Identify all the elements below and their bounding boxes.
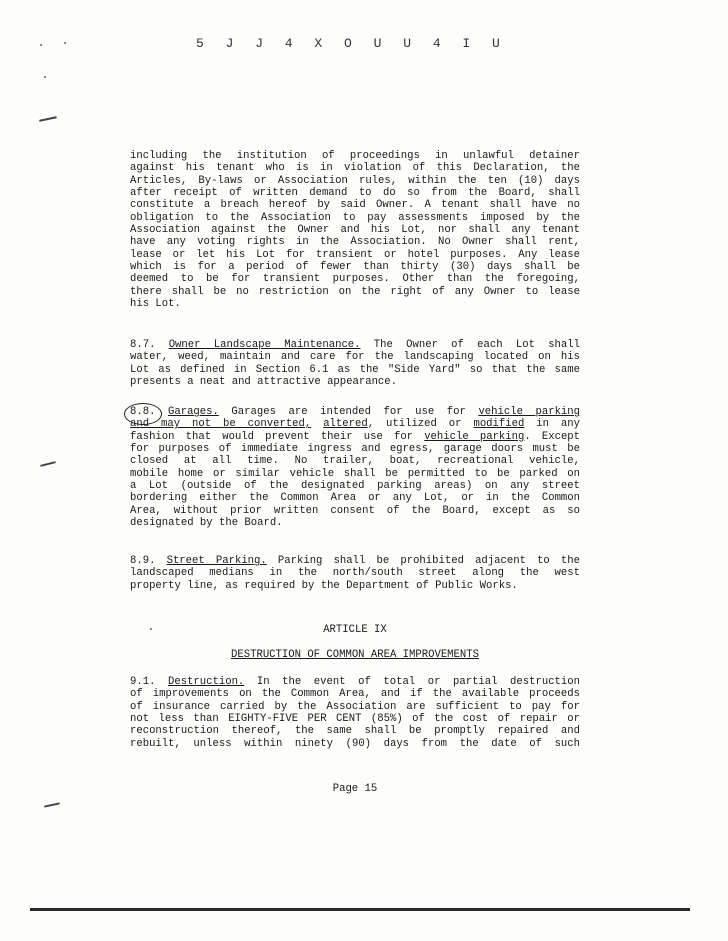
text-line: rebuilt, unless within ninety (90) days from the date of such: [130, 737, 580, 750]
text-line: which is for a period of fewer than thirty (30) days shall be: [130, 261, 580, 274]
text-line: [130, 676, 580, 688]
text-line: designated by the Board.: [130, 517, 283, 530]
text-line: constitute a breach hereof by said Owner. A tenant shall have no: [130, 199, 580, 212]
handwritten-underline: vehicle parking: [478, 406, 580, 418]
section-heading: Destruction.: [168, 676, 245, 688]
text-fragment: in any: [536, 418, 580, 431]
document-code: 5 J J 4 X O U U 4 I U: [196, 36, 507, 51]
section-number: 8.8.: [130, 406, 156, 418]
section-8-7: [130, 339, 580, 388]
text-fragment: . Except: [524, 430, 580, 443]
text-line: a Lot (outside of the designated parking areas) on any street: [130, 480, 580, 493]
text-line: of improvements on the Common Area, and if the available proceeds: [130, 688, 580, 701]
handwritten-underline: vehicle parking: [424, 430, 525, 443]
text-line: Association against the Owner and his Lot, nor shall any tenant: [130, 224, 580, 237]
section-heading: Owner Landscape Maintenance.: [168, 339, 361, 351]
text-line: property line, as required by the Department of Public Works.: [130, 579, 518, 592]
handwritten-underline: modified: [473, 418, 525, 431]
text-fragment: Parking shall be prohibited adjacent to the: [277, 555, 580, 567]
text-line: landscaped medians in the north/south street along the west: [130, 567, 580, 580]
handwritten-underline: and may not be converted,: [130, 418, 312, 431]
text-line: Area, without prior written consent of the Board, except as so: [130, 504, 580, 517]
handwritten-underline: altered: [323, 418, 368, 431]
scan-mark: [39, 116, 57, 122]
text-line: reconstruction thereof, the same shall be promptly repaired and: [130, 725, 580, 738]
text-line: his Lot.: [130, 298, 181, 311]
text-fragment: The Owner of each Lot shall: [373, 339, 580, 351]
section-9-1: [130, 676, 580, 750]
article-heading: DESTRUCTION OF COMMON AREA IMPROVEMENTS: [231, 649, 479, 661]
section-heading: Garages.: [168, 406, 219, 418]
article-title: ARTICLE IX: [323, 624, 387, 636]
text-line: lease or let his Lot for transient or hotel purposes. Any lease: [130, 248, 580, 261]
text-line: including the institution of proceedings in unlawful detainer: [130, 150, 580, 162]
text-line: obligation to the Association to pay assessments imposed by the: [130, 211, 580, 224]
text-line: presents a neat and attractive appearance.: [130, 376, 398, 389]
scan-edge-line: [30, 908, 690, 911]
text-line: [130, 418, 580, 430]
text-fragment: Garages are intended for use for: [231, 406, 466, 418]
text-line: bordering either the Common Area or any Lot, or in the Common: [130, 492, 580, 505]
text-line: not less than EIGHTY-FIVE PER CENT (85%) of the cost of repair or: [130, 713, 580, 726]
page-number: Page 15: [332, 783, 378, 795]
text-line: have any voting rights in the Association. No Owner shall rent,: [130, 236, 580, 249]
text-line: [130, 406, 580, 418]
text-line: [130, 431, 580, 443]
section-8-9: [130, 555, 580, 592]
text-line: water, weed, maintain and care for the landscaping located on his: [130, 351, 580, 364]
text-line: against his tenant who is in violation of this Declaration, the: [130, 162, 580, 175]
text-line: [130, 555, 580, 567]
text-line: of insurance carried by the Association are sufficient to pay for: [130, 700, 580, 713]
scan-speck: [44, 76, 46, 78]
section-number: 8.7.: [130, 339, 156, 351]
text-line: Articles, By-laws or Association rules, within the ten (10) days: [130, 174, 580, 187]
section-heading: Street Parking.: [166, 555, 267, 567]
text-fragment: fashion that would prevent their use for: [130, 430, 414, 443]
text-line: after receipt of written demand to do so from the Board, shall: [130, 187, 580, 200]
text-fragment: , utilized or: [367, 418, 462, 431]
scan-mark: [44, 802, 60, 807]
scan-speck: [40, 44, 42, 46]
text-line: deemed to be for transient purposes. Other than the foregoing,: [130, 273, 580, 286]
text-line: mobile home or similar vehicle shall be permitted to be parked on: [130, 467, 580, 480]
scan-speck: [64, 42, 66, 44]
text-fragment: In the event of total or partial destruction: [256, 676, 580, 688]
scan-mark: [40, 461, 56, 467]
text-line: Lot as defined in Section 6.1 as the "Side Yard" so that the same: [130, 363, 580, 376]
section-8-8: [130, 406, 580, 529]
text-line: for purposes of immediate ingress and egress, garage doors must be: [130, 443, 580, 456]
paragraph-leasing-continuation: [130, 150, 580, 310]
section-number: 9.1.: [130, 676, 156, 688]
text-line: [130, 339, 580, 351]
text-line: there shall be no restriction on the right of any Owner to lease: [130, 285, 580, 298]
section-number: 8.9.: [130, 555, 156, 567]
text-line: closed at all time. No trailer, boat, recreational vehicle,: [130, 455, 580, 468]
